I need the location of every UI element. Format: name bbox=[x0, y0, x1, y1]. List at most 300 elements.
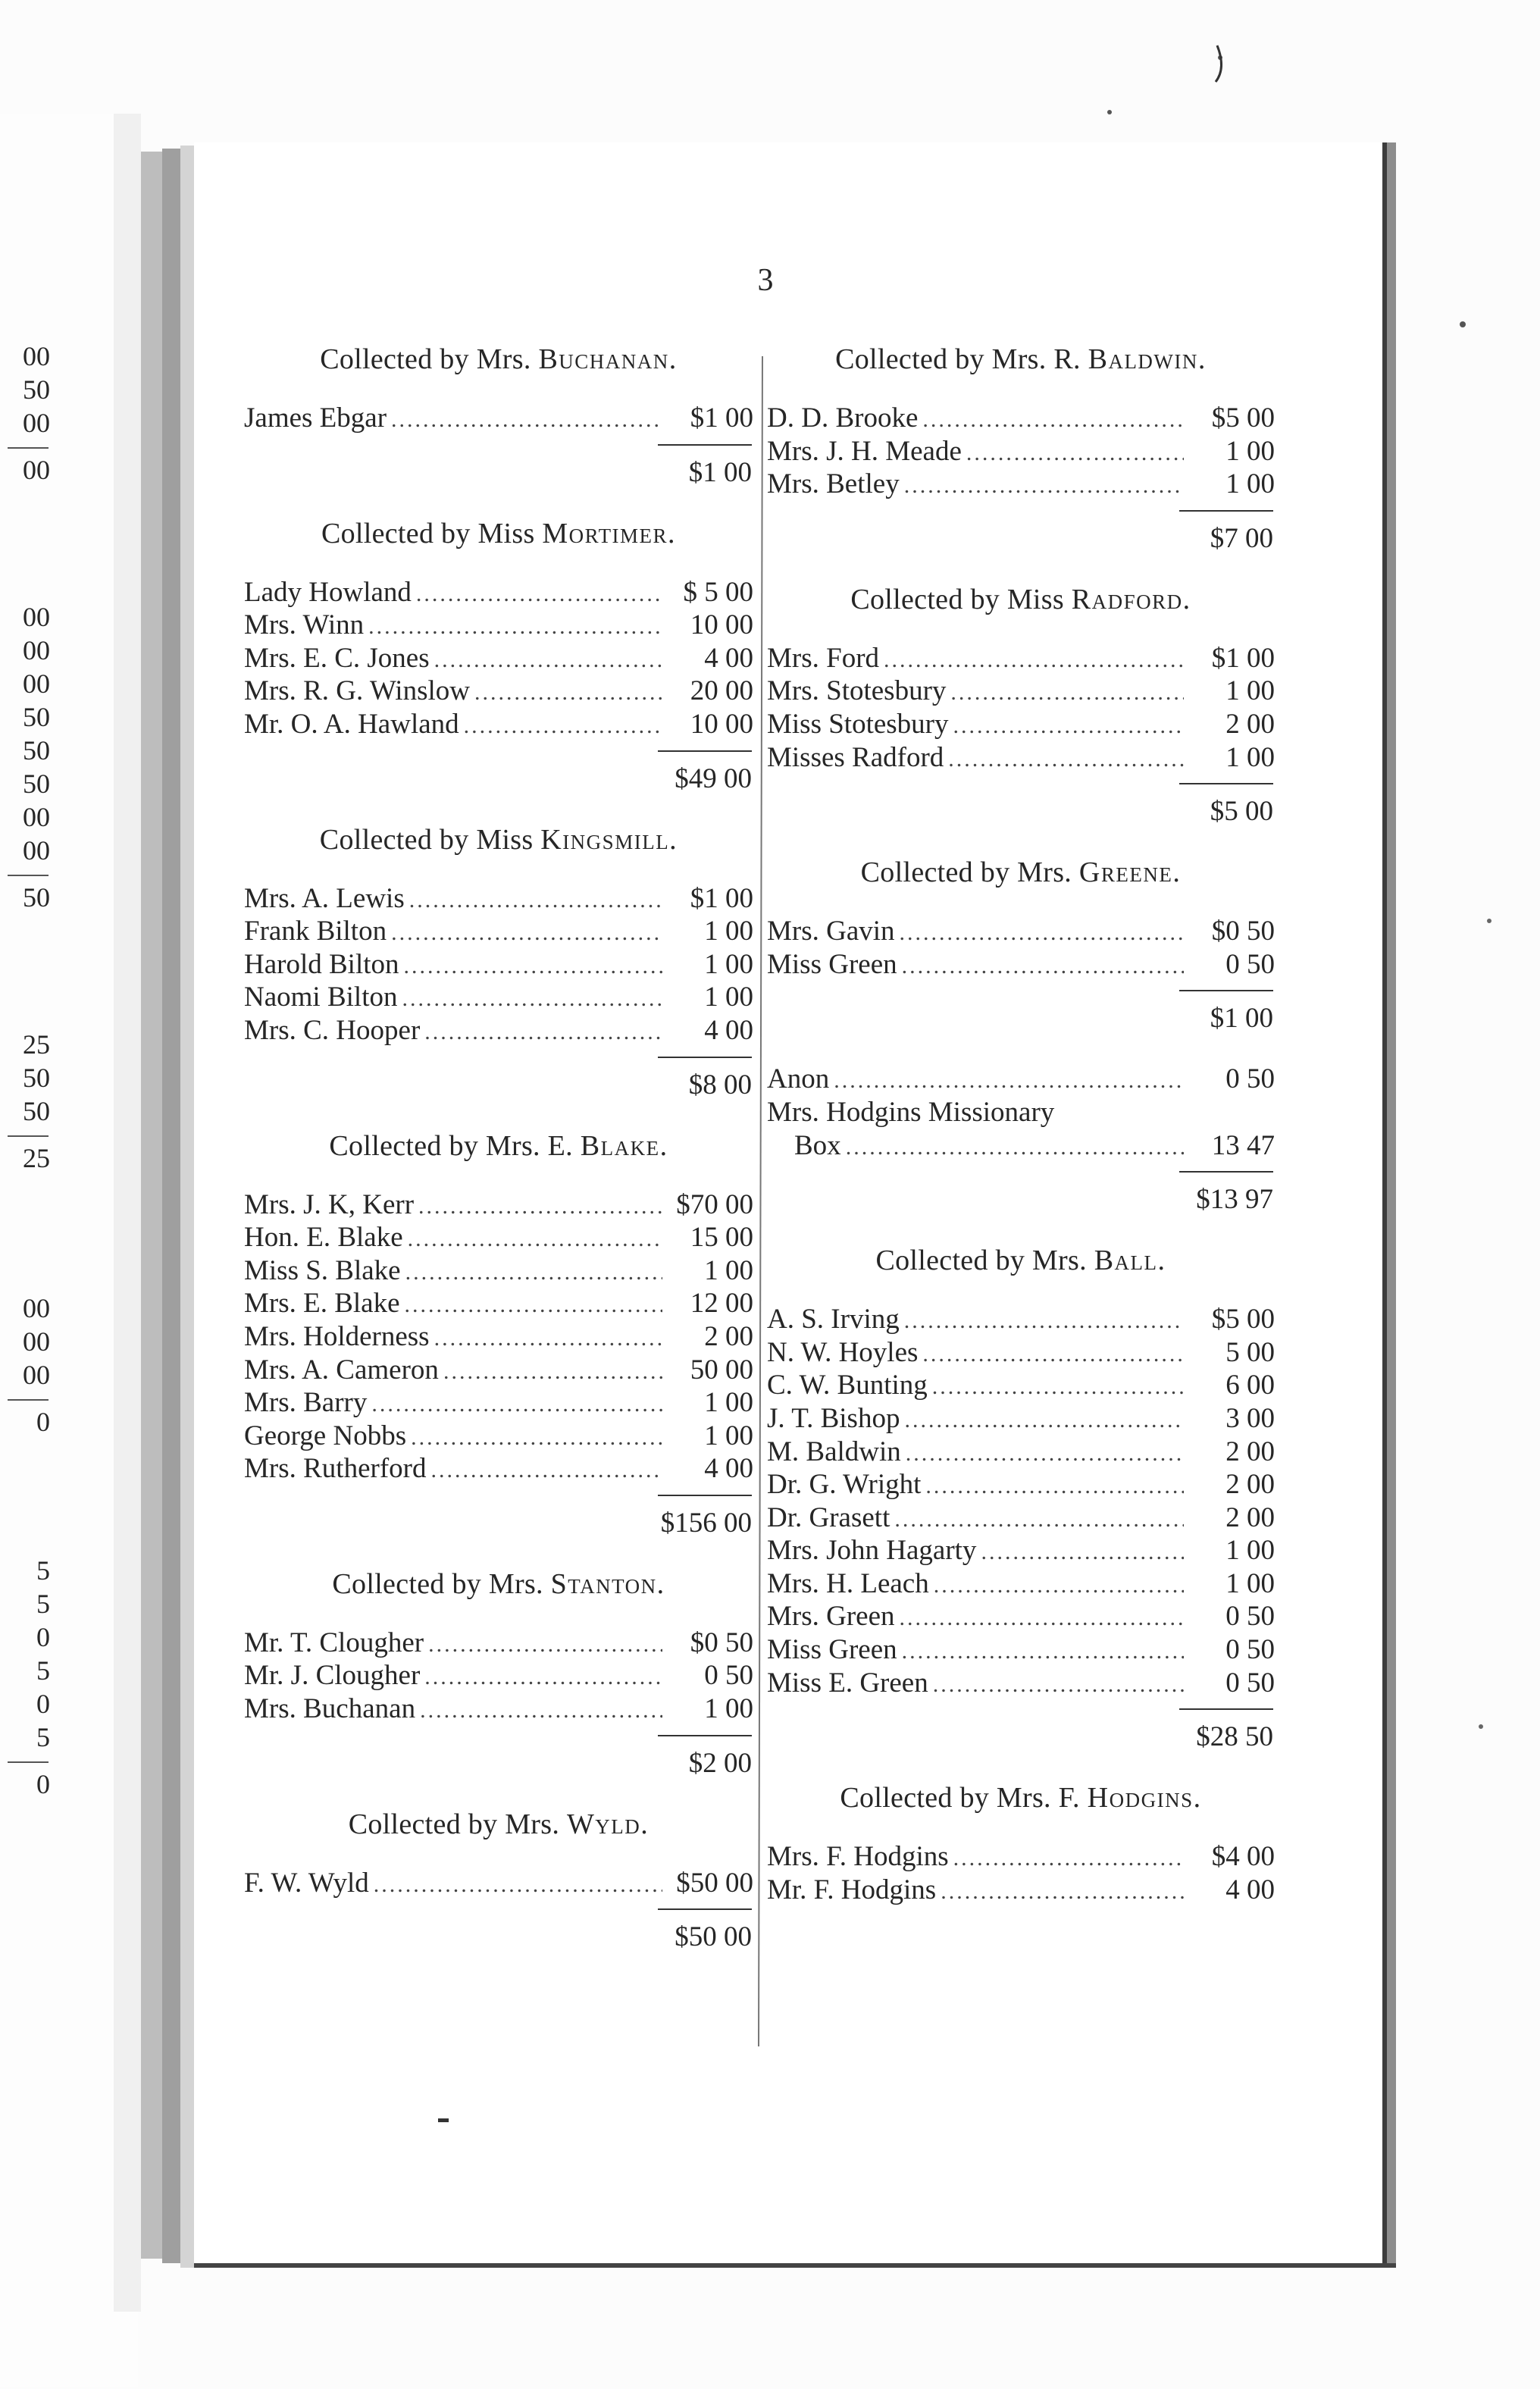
heading-prefix: Collected by Miss bbox=[319, 823, 541, 856]
donation-amount: 10 00 bbox=[690, 708, 753, 740]
donation-amount: 1 00 bbox=[1225, 1535, 1275, 1567]
section-heading bbox=[244, 823, 753, 856]
remnant-value: 00 bbox=[23, 408, 50, 438]
donor-row bbox=[244, 1320, 753, 1354]
sum-rule bbox=[1179, 510, 1273, 512]
remnant-value: 5 bbox=[36, 1722, 50, 1752]
remnant-value: 00 bbox=[23, 635, 50, 665]
donor-row bbox=[767, 468, 1275, 501]
donor-name: Dr. Grasett bbox=[767, 1501, 891, 1533]
sum-rule bbox=[658, 1908, 752, 1910]
dot-leader bbox=[953, 1842, 1184, 1875]
dot-leader bbox=[411, 1421, 662, 1454]
dot-leader bbox=[430, 1454, 662, 1487]
remnant-total: 00 bbox=[23, 455, 50, 485]
dot-leader bbox=[894, 1503, 1184, 1536]
donation-amount: 0 50 bbox=[1225, 1063, 1275, 1095]
donor-name: Mrs. Stotesbury bbox=[767, 675, 947, 707]
sum-rule bbox=[1179, 1171, 1273, 1173]
donor-name: Mrs. J. H. Meade bbox=[767, 435, 962, 467]
remnant-value: 50 bbox=[23, 374, 50, 405]
remnant-value: 5 bbox=[36, 1655, 50, 1686]
dot-leader bbox=[402, 982, 662, 1016]
donor-name: Miss Green bbox=[767, 1634, 897, 1666]
donor-row bbox=[244, 675, 753, 708]
donation-amount: 1 00 bbox=[1225, 468, 1275, 500]
donation-amount: $0 50 bbox=[690, 1627, 753, 1658]
remnant-value: 50 bbox=[23, 702, 50, 732]
donor-name: D. D. Brooke bbox=[767, 402, 919, 434]
collector-name: Radford. bbox=[1071, 583, 1191, 615]
donor-row bbox=[767, 1096, 1275, 1129]
section-heading bbox=[767, 583, 1275, 616]
donation-amount: 1 00 bbox=[704, 982, 753, 1013]
donation-amount: $5 00 bbox=[1211, 402, 1275, 434]
donor-row bbox=[767, 741, 1275, 775]
dot-leader bbox=[934, 1569, 1184, 1602]
donor-row bbox=[767, 402, 1275, 435]
sum-rule bbox=[658, 750, 752, 752]
heading-prefix: Collected by Mrs. bbox=[860, 856, 1079, 889]
remnant-rule bbox=[8, 875, 49, 876]
remnant-value: 00 bbox=[23, 602, 50, 632]
donation-amount: 20 00 bbox=[690, 675, 753, 707]
remnant-rule bbox=[8, 1399, 49, 1401]
donor-row bbox=[767, 1336, 1275, 1370]
donor-row bbox=[244, 1221, 753, 1254]
sum-rule bbox=[1179, 990, 1273, 991]
donor-name: Mrs. J. K, Kerr bbox=[244, 1188, 415, 1220]
donor-name: George Nobbs bbox=[244, 1420, 407, 1451]
remnant-value: 0 bbox=[36, 1622, 50, 1652]
donor-name: James Ebgar bbox=[244, 402, 387, 434]
donor-row bbox=[767, 915, 1275, 948]
donation-amount: 4 00 bbox=[704, 1014, 753, 1046]
donor-name: Mr. O. A. Hawland bbox=[244, 708, 459, 740]
collector-name: Stanton. bbox=[550, 1567, 665, 1600]
donor-name: Mrs. Holderness bbox=[244, 1320, 430, 1352]
donor-row bbox=[767, 1567, 1275, 1601]
donation-amount: 0 50 bbox=[1225, 1667, 1275, 1699]
donor-name: Lady Howland bbox=[244, 576, 412, 608]
dot-leader bbox=[925, 1470, 1184, 1503]
donor-name: Harold Bilton bbox=[244, 948, 399, 980]
remnant-value: 50 bbox=[23, 1096, 50, 1126]
donation-amount: 1 00 bbox=[1225, 675, 1275, 707]
dot-leader bbox=[428, 1628, 662, 1661]
dot-leader bbox=[391, 916, 662, 950]
section-total: $7 00 bbox=[1210, 522, 1273, 554]
donor-row bbox=[244, 576, 753, 609]
donation-amount: 2 00 bbox=[1225, 1436, 1275, 1467]
donation-amount: 0 50 bbox=[704, 1660, 753, 1692]
donation-amount: 2 00 bbox=[1225, 1501, 1275, 1533]
dot-leader bbox=[900, 916, 1184, 950]
remnant-value: 50 bbox=[23, 1063, 50, 1093]
section-total: $13 97 bbox=[1196, 1184, 1273, 1216]
sum-rule bbox=[658, 444, 752, 446]
donor-name: Miss E. Green bbox=[767, 1667, 928, 1699]
remnant-total: 0 bbox=[36, 1407, 50, 1437]
remnant-value: 00 bbox=[23, 1326, 50, 1357]
collector-name: Mortimer. bbox=[542, 517, 677, 550]
dot-leader bbox=[900, 1602, 1184, 1635]
dot-leader bbox=[953, 709, 1184, 743]
dot-leader bbox=[405, 1288, 662, 1322]
donation-amount: $1 00 bbox=[690, 882, 753, 914]
sum-rule bbox=[658, 1495, 752, 1496]
dot-leader bbox=[948, 743, 1184, 776]
donor-name: Mrs. John Hagarty bbox=[767, 1535, 977, 1567]
donor-row bbox=[767, 642, 1275, 675]
donor-name: Mrs. C. Hooper bbox=[244, 1014, 421, 1046]
donor-name: Mrs. Hodgins Missionary bbox=[767, 1096, 1055, 1128]
donor-row bbox=[767, 1468, 1275, 1501]
heading-prefix: Collected by Miss bbox=[850, 583, 1072, 615]
donor-name: Anon bbox=[767, 1063, 830, 1095]
dot-leader bbox=[932, 1370, 1184, 1404]
donation-amount: $1 00 bbox=[1211, 642, 1275, 674]
collection-section bbox=[244, 823, 753, 1102]
donor-row bbox=[767, 675, 1275, 708]
donation-amount: 6 00 bbox=[1225, 1370, 1275, 1401]
section-heading bbox=[767, 343, 1275, 376]
collection-section bbox=[244, 1567, 753, 1780]
donor-row bbox=[244, 882, 753, 916]
dot-leader bbox=[933, 1668, 1184, 1702]
donor-row bbox=[244, 1452, 753, 1486]
donor-row bbox=[244, 915, 753, 948]
donor-name: Miss S. Blake bbox=[244, 1254, 401, 1286]
donation-amount: 0 50 bbox=[1225, 1601, 1275, 1633]
remnant-total: 0 bbox=[36, 1769, 50, 1799]
collection-section bbox=[767, 1244, 1275, 1754]
remnant-rule bbox=[8, 1135, 49, 1137]
section-heading bbox=[767, 856, 1275, 889]
heading-prefix: Collected by Mrs. bbox=[320, 343, 539, 375]
donor-name: Miss Stotesbury bbox=[767, 708, 949, 740]
heading-prefix: Collected by Mrs. bbox=[332, 1567, 551, 1600]
donation-amount: 1 00 bbox=[1225, 435, 1275, 467]
donation-amount: $5 00 bbox=[1211, 1304, 1275, 1335]
donor-row bbox=[767, 1129, 1275, 1163]
section-heading bbox=[767, 1244, 1275, 1277]
donor-row bbox=[244, 1627, 753, 1660]
donation-amount: 1 00 bbox=[704, 916, 753, 947]
remnant-rule bbox=[8, 1761, 49, 1763]
donor-row bbox=[244, 1867, 753, 1900]
donor-row bbox=[244, 708, 753, 741]
donor-name: F. W. Wyld bbox=[244, 1867, 369, 1899]
section-total: $1 00 bbox=[688, 456, 752, 488]
dot-leader bbox=[443, 1355, 662, 1389]
donor-row bbox=[244, 948, 753, 982]
donation-amount: 4 00 bbox=[704, 1453, 753, 1485]
donor-name: Mrs. R. G. Winslow bbox=[244, 675, 470, 707]
heading-prefix: Collected by Mrs. E. bbox=[329, 1129, 581, 1162]
donation-amount: 2 00 bbox=[704, 1320, 753, 1352]
donor-row bbox=[244, 642, 753, 675]
donor-name: Mr. F. Hodgins bbox=[767, 1874, 937, 1905]
section-heading bbox=[244, 1808, 753, 1841]
donation-amount: 15 00 bbox=[690, 1222, 753, 1254]
heading-prefix: Collected by Miss bbox=[321, 517, 543, 550]
donation-amount: 50 00 bbox=[690, 1354, 753, 1385]
donation-amount: $50 00 bbox=[676, 1867, 753, 1899]
donation-amount: $0 50 bbox=[1211, 916, 1275, 947]
donation-amount: 3 00 bbox=[1225, 1402, 1275, 1434]
dot-leader bbox=[906, 1437, 1184, 1470]
dot-leader bbox=[405, 1256, 662, 1289]
donation-amount: $4 00 bbox=[1211, 1841, 1275, 1873]
donor-name: Misses Radford bbox=[767, 741, 944, 773]
donor-row bbox=[244, 1659, 753, 1692]
donor-name: Mrs. Rutherford bbox=[244, 1453, 427, 1485]
collector-name: Hodgins. bbox=[1087, 1782, 1202, 1814]
donor-name: Dr. G. Wright bbox=[767, 1469, 922, 1501]
page-number: 3 bbox=[757, 263, 774, 298]
section-total: $50 00 bbox=[675, 1921, 752, 1953]
collection-section bbox=[244, 343, 753, 490]
donor-row bbox=[244, 402, 753, 435]
collection-section bbox=[767, 343, 1275, 556]
donor-name: C. W. Bunting bbox=[767, 1370, 928, 1401]
donor-name: Mrs. Winn bbox=[244, 609, 365, 641]
section-total: $156 00 bbox=[660, 1507, 752, 1539]
dot-leader bbox=[434, 643, 662, 677]
heading-prefix: Collected by Mrs. bbox=[348, 1808, 567, 1840]
collection-section bbox=[244, 1808, 753, 1955]
section-total: $1 00 bbox=[1210, 1003, 1273, 1035]
donation-amount: $70 00 bbox=[676, 1188, 753, 1220]
donor-row bbox=[767, 1501, 1275, 1535]
dot-leader bbox=[941, 1875, 1184, 1908]
donor-row bbox=[767, 1633, 1275, 1667]
donor-row bbox=[767, 1303, 1275, 1336]
sum-rule bbox=[658, 1057, 752, 1058]
collection-section bbox=[767, 856, 1275, 1035]
donation-amount: 1 00 bbox=[704, 1254, 753, 1286]
section-total: $5 00 bbox=[1210, 796, 1273, 828]
donor-name: A. S. Irving bbox=[767, 1304, 900, 1335]
dot-leader bbox=[424, 1661, 662, 1694]
donation-amount: 2 00 bbox=[1225, 708, 1275, 740]
remnant-value: 00 bbox=[23, 1360, 50, 1390]
donation-amount: 12 00 bbox=[690, 1288, 753, 1320]
donor-row bbox=[244, 1354, 753, 1387]
dot-leader bbox=[904, 469, 1184, 503]
dot-leader bbox=[902, 950, 1184, 983]
donor-name: Mrs. F. Hodgins bbox=[767, 1841, 949, 1873]
donor-row bbox=[767, 435, 1275, 468]
dot-leader bbox=[371, 1388, 662, 1421]
collector-name: Baldwin. bbox=[1088, 343, 1207, 375]
collection-section bbox=[767, 1781, 1275, 1906]
donor-name: Mrs. Betley bbox=[767, 468, 900, 500]
dot-leader bbox=[922, 1338, 1184, 1371]
donor-name: Mrs. Barry bbox=[244, 1387, 368, 1419]
donor-row bbox=[767, 1600, 1275, 1633]
collector-name: Ball. bbox=[1094, 1245, 1166, 1277]
collection-section bbox=[244, 517, 753, 796]
collection-section bbox=[767, 1063, 1275, 1216]
collector-name: Wyld. bbox=[566, 1808, 649, 1840]
collector-name: Greene. bbox=[1078, 856, 1182, 889]
section-total: $2 00 bbox=[688, 1747, 752, 1779]
donation-amount: 1 00 bbox=[704, 1693, 753, 1725]
dot-leader bbox=[420, 1694, 662, 1727]
donor-name: Naomi Bilton bbox=[244, 982, 398, 1013]
donation-amount: 5 00 bbox=[1225, 1336, 1275, 1368]
donor-name: Box bbox=[794, 1129, 841, 1161]
dot-leader bbox=[424, 1016, 662, 1049]
donor-row bbox=[244, 1386, 753, 1420]
donation-amount: 0 50 bbox=[1225, 1634, 1275, 1666]
sum-rule bbox=[1179, 783, 1273, 784]
donor-name: Mrs. A. Cameron bbox=[244, 1354, 439, 1385]
donation-amount: 2 00 bbox=[1225, 1469, 1275, 1501]
donor-row bbox=[767, 1874, 1275, 1907]
dot-leader bbox=[391, 403, 662, 437]
dot-leader bbox=[368, 610, 662, 643]
donor-name: Miss Green bbox=[767, 948, 897, 980]
remnant-rule bbox=[8, 447, 49, 449]
donor-row bbox=[244, 1014, 753, 1047]
remnant-value: 00 bbox=[23, 1293, 50, 1323]
section-total: $28 50 bbox=[1196, 1721, 1273, 1753]
donor-row bbox=[767, 708, 1275, 741]
left-column bbox=[244, 343, 753, 1981]
donation-amount: 13 47 bbox=[1211, 1129, 1275, 1161]
donor-name: Mrs. Gavin bbox=[767, 916, 895, 947]
donor-name: Mrs. Green bbox=[767, 1601, 895, 1633]
remnant-value: 50 bbox=[23, 769, 50, 799]
donation-amount: 4 00 bbox=[704, 642, 753, 674]
heading-prefix: Collected by Mrs. R. bbox=[835, 343, 1088, 375]
dot-leader bbox=[902, 1635, 1184, 1668]
remnant-total: 25 bbox=[23, 1143, 50, 1173]
donor-row bbox=[767, 1667, 1275, 1700]
donor-row bbox=[244, 1254, 753, 1288]
donor-name: Mrs. H. Leach bbox=[767, 1567, 929, 1599]
donor-row bbox=[244, 1420, 753, 1453]
remnant-value: 00 bbox=[23, 835, 50, 866]
dot-leader bbox=[474, 676, 662, 709]
donation-amount: 4 00 bbox=[1225, 1874, 1275, 1905]
donation-amount: 10 00 bbox=[690, 609, 753, 641]
donor-name: Mr. J. Clougher bbox=[244, 1660, 421, 1692]
collector-name: Kingsmill. bbox=[540, 823, 678, 856]
donor-row bbox=[767, 1436, 1275, 1469]
collector-name: Blake. bbox=[580, 1129, 668, 1162]
dot-leader bbox=[904, 1304, 1184, 1338]
dot-leader bbox=[922, 403, 1184, 437]
donor-row bbox=[244, 1692, 753, 1726]
donor-row bbox=[767, 1840, 1275, 1874]
donor-row bbox=[767, 1369, 1275, 1402]
collector-name: Buchanan. bbox=[538, 343, 678, 375]
remnant-value: 00 bbox=[23, 341, 50, 371]
section-heading bbox=[244, 1129, 753, 1163]
remnant-total: 50 bbox=[23, 882, 50, 913]
dot-leader bbox=[408, 1223, 662, 1256]
donor-row bbox=[767, 1063, 1275, 1096]
donor-row bbox=[244, 981, 753, 1014]
dot-leader bbox=[904, 1404, 1184, 1437]
donor-name: Mr. T. Clougher bbox=[244, 1627, 424, 1658]
right-column bbox=[767, 343, 1275, 1906]
dot-leader bbox=[884, 643, 1184, 677]
donation-amount: 0 50 bbox=[1225, 948, 1275, 980]
remnant-value: 25 bbox=[23, 1029, 50, 1060]
sum-rule bbox=[658, 1735, 752, 1736]
section-heading bbox=[244, 343, 753, 376]
heading-prefix: Collected by Mrs. F. bbox=[840, 1782, 1088, 1814]
remnant-value: 00 bbox=[23, 668, 50, 699]
donation-amount: $ 5 00 bbox=[683, 576, 753, 608]
dot-leader bbox=[416, 578, 662, 611]
donor-row bbox=[244, 1287, 753, 1320]
donation-amount: $1 00 bbox=[690, 402, 753, 434]
dot-leader bbox=[950, 676, 1184, 709]
donor-name: J. T. Bishop bbox=[767, 1402, 900, 1434]
dot-leader bbox=[966, 437, 1184, 470]
donor-name: Mrs. A. Lewis bbox=[244, 882, 405, 914]
donor-row bbox=[767, 1534, 1275, 1567]
section-heading bbox=[244, 1567, 753, 1601]
section-total: $8 00 bbox=[688, 1069, 752, 1101]
donor-row bbox=[244, 609, 753, 642]
remnant-value: 0 bbox=[36, 1689, 50, 1719]
dot-leader bbox=[464, 709, 662, 743]
donor-name: Mrs. E. C. Jones bbox=[244, 642, 430, 674]
donor-row bbox=[244, 1188, 753, 1222]
donor-name: Mrs. E. Blake bbox=[244, 1288, 400, 1320]
collection-section bbox=[244, 1129, 753, 1540]
donation-amount: 1 00 bbox=[704, 1420, 753, 1451]
donor-name: M. Baldwin bbox=[767, 1436, 901, 1467]
donation-amount: 1 00 bbox=[1225, 741, 1275, 773]
dot-leader bbox=[834, 1064, 1184, 1097]
dot-leader bbox=[981, 1536, 1184, 1569]
donation-amount: 1 00 bbox=[1225, 1567, 1275, 1599]
dot-leader bbox=[374, 1868, 662, 1902]
section-heading bbox=[767, 1781, 1275, 1814]
donor-name: Frank Bilton bbox=[244, 916, 387, 947]
donor-name: N. W. Hoyles bbox=[767, 1336, 919, 1368]
collection-section bbox=[767, 583, 1275, 828]
dot-leader bbox=[409, 884, 662, 917]
donor-row bbox=[767, 948, 1275, 982]
remnant-value: 50 bbox=[23, 735, 50, 766]
sum-rule bbox=[1179, 1708, 1273, 1710]
donor-name: Mrs. Buchanan bbox=[244, 1693, 416, 1725]
section-total: $49 00 bbox=[675, 762, 752, 794]
section-heading bbox=[244, 517, 753, 550]
dot-leader bbox=[434, 1322, 662, 1355]
remnant-value: 5 bbox=[36, 1555, 50, 1586]
donation-amount: 1 00 bbox=[704, 1387, 753, 1419]
dot-leader bbox=[404, 950, 662, 983]
donation-amount: 1 00 bbox=[704, 948, 753, 980]
donor-name: Hon. E. Blake bbox=[244, 1222, 403, 1254]
donor-name: Mrs. Ford bbox=[767, 642, 880, 674]
remnant-value: 5 bbox=[36, 1589, 50, 1619]
heading-prefix: Collected by Mrs. bbox=[875, 1245, 1094, 1277]
dot-leader bbox=[846, 1131, 1184, 1164]
remnant-value: 00 bbox=[23, 802, 50, 832]
donor-row bbox=[767, 1402, 1275, 1436]
